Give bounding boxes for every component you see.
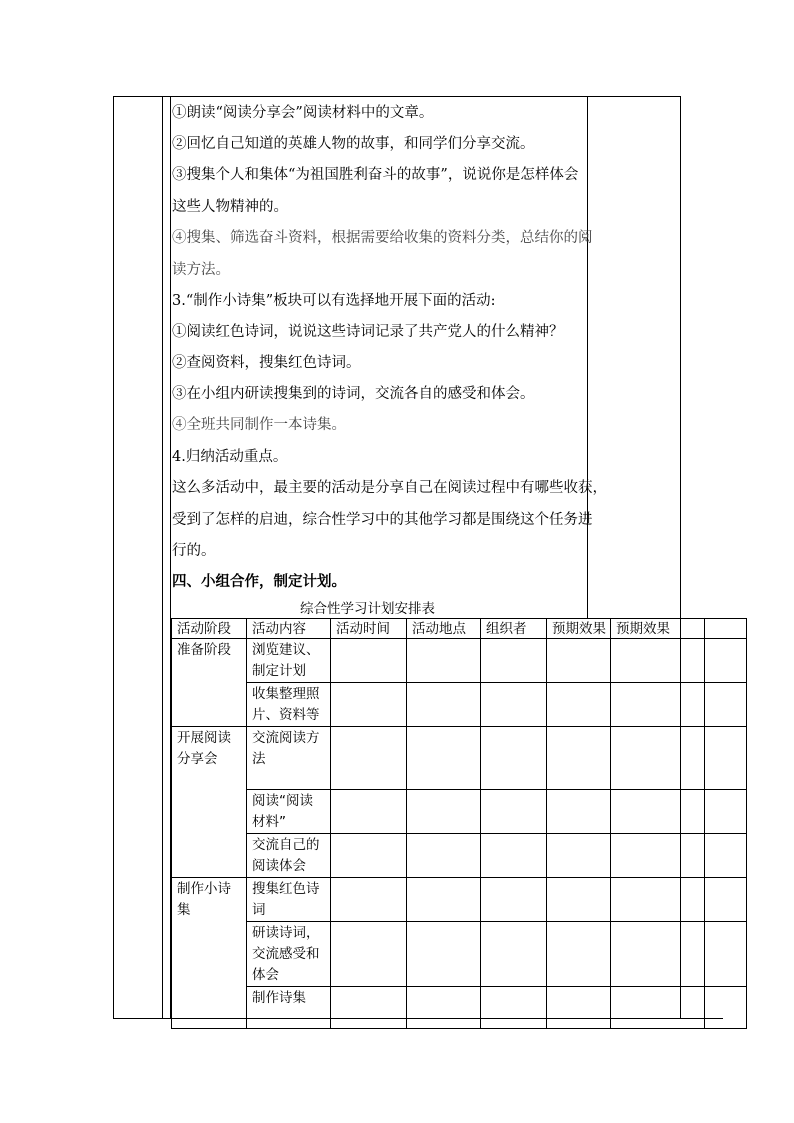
empty-cell <box>407 922 481 987</box>
empty-cell <box>547 639 611 683</box>
empty-cell <box>407 683 481 727</box>
paragraph-6: 读方法。 <box>172 262 230 278</box>
section-heading: 四、小组合作，制定计划。 <box>172 574 346 590</box>
empty-cell <box>547 878 611 922</box>
stage-cell: 准备阶段 <box>172 639 247 727</box>
paragraph-5: ④搜集、筛选奋斗资料，根据需要给收集的资料分类，总结你的阅 <box>172 230 593 246</box>
empty-cell <box>705 922 747 987</box>
table-row <box>172 922 747 987</box>
content-cell: 研读诗词，交流感受和体会 <box>247 922 331 987</box>
empty-cell <box>331 683 407 727</box>
empty-cell <box>481 639 547 683</box>
empty-cell <box>331 727 407 790</box>
table-header-row <box>172 619 747 639</box>
table-row <box>172 878 747 922</box>
empty-cell <box>481 834 547 878</box>
plan-table <box>171 618 747 1029</box>
empty-cell <box>611 727 705 790</box>
empty-cell <box>481 790 547 834</box>
content-cell: 收集整理照片、资料等 <box>247 683 331 727</box>
header-organizer: 组织者 <box>481 619 547 639</box>
empty-cell <box>481 922 547 987</box>
paragraph-3: ③搜集个人和集体“为祖国胜利奋斗的故事”，说说你是怎样体会 <box>172 167 579 183</box>
table-row <box>172 790 747 834</box>
paragraph-10: ③在小组内研读搜集到的诗词，交流各自的感受和体会。 <box>172 386 535 402</box>
header-content: 活动内容 <box>247 619 331 639</box>
table-row <box>172 834 747 878</box>
empty-cell <box>611 639 705 683</box>
empty-cell <box>611 878 705 922</box>
paragraph-15: 行的。 <box>172 543 216 559</box>
empty-cell <box>481 727 547 790</box>
table-row <box>172 683 747 727</box>
empty-cell <box>611 683 705 727</box>
paragraph-12: 4.归纳活动重点。 <box>172 449 288 465</box>
header-stage: 活动阶段 <box>172 619 247 639</box>
empty-cell <box>407 790 481 834</box>
empty-cell <box>611 790 705 834</box>
frame-notes-column-border <box>587 96 588 618</box>
table-row <box>172 987 747 1029</box>
paragraph-11: ④全班共同制作一本诗集。 <box>172 417 346 433</box>
empty-cell <box>331 922 407 987</box>
empty-cell <box>407 878 481 922</box>
content-cell: 浏览建议、制定计划 <box>247 639 331 683</box>
paragraph-7: 3.“制作小诗集”板块可以有选择地开展下面的活动: <box>172 293 496 309</box>
header-expected-effect-2: 预期效果 <box>611 619 705 639</box>
table-row <box>172 727 747 790</box>
paragraph-8: ①阅读红色诗词，说说这些诗词记录了共产党人的什么精神？ <box>172 324 564 340</box>
empty-cell <box>705 639 747 683</box>
header-blank <box>705 619 747 639</box>
empty-cell <box>331 639 407 683</box>
empty-cell <box>407 727 481 790</box>
empty-cell <box>481 987 547 1029</box>
paragraph-4: 这些人物精神的。 <box>172 199 288 215</box>
paragraph-9: ②查阅资料，搜集红色诗词。 <box>172 355 361 371</box>
empty-cell <box>331 834 407 878</box>
empty-cell <box>407 639 481 683</box>
frame-top-border <box>113 96 681 97</box>
content-cell: 交流自己的阅读体会 <box>247 834 331 878</box>
empty-cell <box>547 790 611 834</box>
content-cell: 阅读“阅读材料” <box>247 790 331 834</box>
empty-cell <box>705 987 747 1029</box>
empty-cell <box>547 683 611 727</box>
paragraph-1: ①朗读“阅读分享会”阅读材料中的文章。 <box>172 105 434 121</box>
paragraph-14: 受到了怎样的启迪，综合性学习中的其他学习都是围绕这个任务进 <box>172 512 593 528</box>
empty-cell <box>407 834 481 878</box>
empty-cell <box>705 878 747 922</box>
table-caption: 综合性学习计划安排表 <box>300 601 435 617</box>
empty-cell <box>611 834 705 878</box>
table-row <box>172 639 747 683</box>
content-cell: 搜集红色诗词 <box>247 878 331 922</box>
header-location: 活动地点 <box>407 619 481 639</box>
empty-cell <box>611 987 705 1029</box>
stage-cell: 开展阅读分享会 <box>172 727 247 878</box>
content-cell: 交流阅读方法 <box>247 727 331 790</box>
empty-cell <box>331 987 407 1029</box>
empty-cell <box>331 878 407 922</box>
content-cell: 制作诗集 <box>247 987 331 1029</box>
empty-cell <box>547 727 611 790</box>
empty-cell <box>611 922 705 987</box>
header-expected-effect-1: 预期效果 <box>547 619 611 639</box>
paragraph-2: ②回忆自己知道的英雄人物的故事，和同学们分享交流。 <box>172 136 535 152</box>
frame-inner-left-border-a <box>162 96 163 1019</box>
empty-cell <box>705 790 747 834</box>
empty-cell <box>547 987 611 1029</box>
header-time: 活动时间 <box>331 619 407 639</box>
empty-cell <box>407 987 481 1029</box>
paragraph-13: 这么多活动中，最主要的活动是分享自己在阅读过程中有哪些收获， <box>172 480 607 496</box>
empty-cell <box>547 922 611 987</box>
empty-cell <box>481 683 547 727</box>
empty-cell <box>705 727 747 790</box>
empty-cell <box>547 834 611 878</box>
empty-cell <box>331 790 407 834</box>
empty-cell <box>705 683 747 727</box>
empty-cell <box>481 878 547 922</box>
stage-cell: 制作小诗集 <box>172 878 247 1029</box>
frame-left-border <box>113 96 114 1019</box>
empty-cell <box>705 834 747 878</box>
